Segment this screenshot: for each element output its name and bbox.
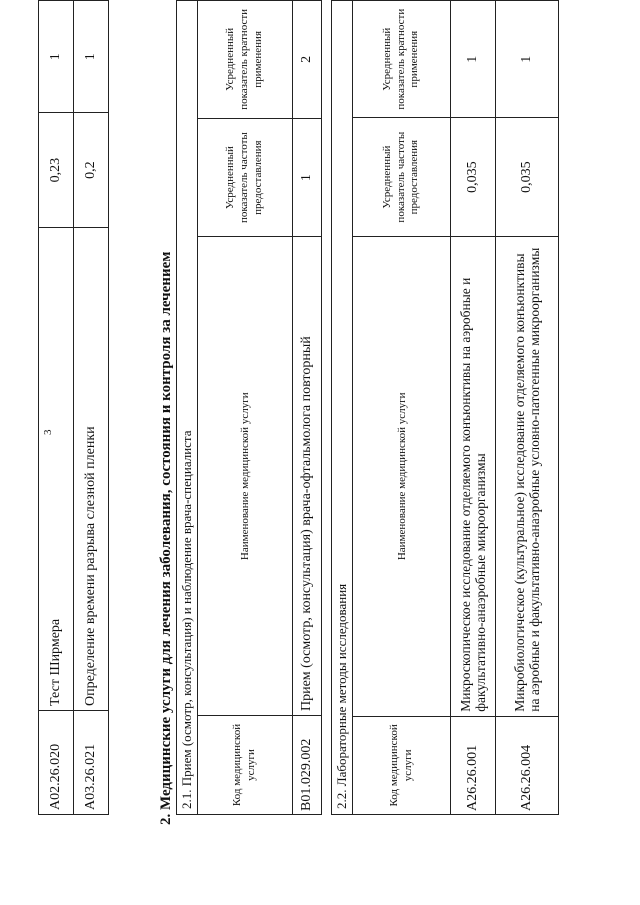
service-code: B01.029.002: [293, 716, 322, 815]
services-table-continuation: [38, 0, 109, 815]
table-header-row: [198, 1, 293, 815]
header-code: Код медицинской услуги: [353, 716, 451, 814]
header-multiplicity: Усредненный показатель кратности применения: [353, 1, 451, 118]
multiplicity-value: 1: [451, 1, 496, 118]
table-row: [74, 1, 109, 815]
page-number: 3: [42, 429, 54, 435]
service-name: Микробиологическое (культуральное) исследование отделяемого конъюнктивы на аэробные и факультативно-анаэробные условно-патогенные микроорганизмы: [496, 236, 559, 716]
table-caption: 2.1. Прием (осмотр, консультация) и наблюдение врача-специалиста: [177, 1, 198, 815]
service-code: A02.26.020: [39, 710, 74, 814]
frequency-value: 0,035: [496, 118, 559, 236]
header-multiplicity: Усредненный показатель кратности применения: [198, 1, 293, 119]
header-frequency: Усредненный показатель частоты предоставления: [353, 118, 451, 236]
header-name: Наименование медицинской услуги: [353, 236, 451, 716]
frequency-value: 1: [293, 118, 322, 237]
table-header-row: [353, 1, 451, 815]
table-caption-row: [332, 1, 353, 815]
service-name: Микроскопическое исследование отделяемого конъюнктивы на аэробные и факультативно-анаэробные микроорганизмы: [451, 236, 496, 716]
service-name: Определение времени разрыва слезной пленки: [74, 227, 109, 710]
header-name: Наименование медицинской услуги: [198, 237, 293, 716]
multiplicity-value: 2: [293, 1, 322, 119]
table-caption-row: [177, 1, 198, 815]
table-row: [496, 1, 559, 815]
service-name: Прием (осмотр, консультация) врача-офтальмолога повторный: [293, 237, 322, 716]
laboratory-methods-table: [331, 0, 559, 815]
service-code: A26.26.001: [451, 716, 496, 814]
frequency-value: 0,2: [74, 113, 109, 227]
multiplicity-value: 1: [496, 1, 559, 118]
table-row: [451, 1, 496, 815]
header-frequency: Усредненный показатель частоты предоставления: [198, 118, 293, 237]
header-code: Код медицинской услуги: [198, 716, 293, 815]
table-caption: 2.2. Лабораторные методы исследования: [332, 1, 353, 815]
multiplicity-value: 1: [74, 1, 109, 114]
section-title: 2. Медицинские услуги для лечения заболевания, состояния и контроля за лечением: [158, 251, 174, 825]
table-row: [39, 1, 74, 815]
specialist-visits-table: [176, 0, 322, 815]
multiplicity-value: 1: [39, 1, 74, 114]
frequency-value: 0,23: [39, 113, 74, 227]
service-code: A03.26.021: [74, 710, 109, 814]
service-name: Тест Ширмера: [39, 227, 74, 710]
service-code: A26.26.004: [496, 716, 559, 814]
table-row: [293, 1, 322, 815]
frequency-value: 0,035: [451, 118, 496, 236]
